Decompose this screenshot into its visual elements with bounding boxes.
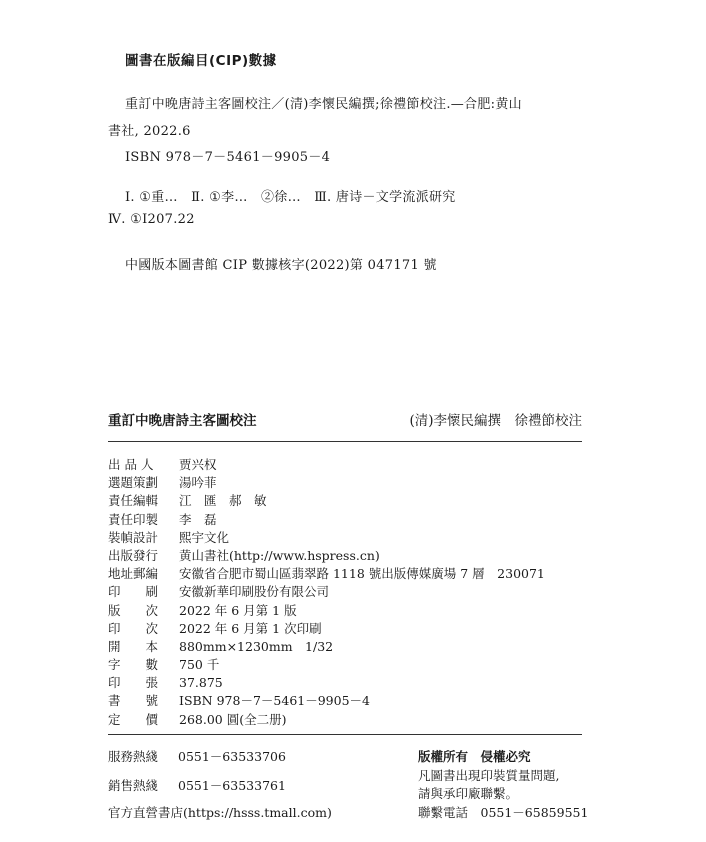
spec-label: 字 數	[108, 657, 159, 673]
cip-isbn: ISBN 978－7－5461－9905－4	[125, 150, 331, 165]
spec-label: 出版發行	[108, 547, 159, 563]
spec-label: 選題策劃	[108, 475, 159, 491]
spec-label: 裝幀設計	[108, 529, 159, 545]
spec-value: 湯吟菲	[179, 475, 217, 491]
book-title: 重訂中晚唐詩主客圖校注	[108, 413, 257, 429]
spec-value: 268.00 圓(全二册)	[179, 711, 287, 727]
spec-row	[108, 565, 545, 583]
spec-row	[108, 692, 545, 710]
spec-row	[108, 602, 545, 620]
spec-row	[108, 674, 545, 692]
spec-value: 李 磊	[179, 511, 217, 527]
specs-list	[108, 456, 545, 729]
spec-label: 開 本	[108, 638, 159, 654]
contact-phone: 聯繫電話 0551－65859551	[418, 805, 589, 820]
spec-value: 2022 年 6 月第 1 版	[179, 602, 297, 618]
sales-hotline	[108, 776, 286, 794]
spec-label: 印 次	[108, 620, 159, 636]
spec-row	[108, 711, 545, 729]
spec-row	[108, 456, 545, 474]
spec-value: 880mm×1230mm 1/32	[179, 638, 334, 654]
spec-label: 印 刷	[108, 584, 159, 600]
spec-value: 江 匯 郝 敏	[179, 493, 267, 509]
spec-value: 贾兴权	[179, 457, 217, 472]
service-hotline	[108, 747, 286, 765]
rights-title: 版權所有 侵權必究	[418, 749, 531, 764]
spec-row	[108, 656, 545, 674]
spec-value: 安徽省合肥市蜀山區翡翠路 1118 號出版傳媒廣場 7 層 230071	[179, 566, 545, 582]
spec-value: 2022 年 6 月第 1 次印刷	[179, 620, 322, 636]
sales-hotline-phone: 0551－63533761	[178, 778, 286, 793]
spec-label: 印 張	[108, 675, 159, 691]
service-hotline-phone: 0551－63533706	[178, 749, 286, 764]
quality-notice: 請與承印廠聯繫。	[418, 786, 519, 801]
spec-label: 出 品 人	[108, 457, 154, 472]
spec-label: 定 價	[108, 711, 159, 727]
spec-label: 版 次	[108, 602, 159, 618]
spec-label: 責任印製	[108, 511, 159, 527]
cip-line: 重訂中晚唐詩主客圖校注／(清)李懷民編撰;徐禮節校注.—合肥:黄山	[125, 97, 522, 112]
official-store: 官方直營書店(https://hsss.tmall.com)	[108, 805, 332, 820]
spec-row	[108, 492, 545, 510]
spec-row	[108, 474, 545, 492]
spec-value: 安徽新華印刷股份有限公司	[179, 584, 330, 600]
spec-row	[108, 511, 545, 529]
cip-heading: 圖書在版編目(CIP)數據	[125, 53, 277, 69]
service-hotline-label: 服務熱綫	[108, 749, 159, 764]
cip-line: 書社, 2022.6	[108, 124, 191, 139]
spec-row	[108, 620, 545, 638]
cip-classification-number: Ⅳ. ①I207.22	[108, 212, 195, 227]
spec-label: 責任編輯	[108, 493, 159, 509]
cip-data-number: 中國版本圖書館 CIP 數據核字(2022)第 047171 號	[125, 258, 437, 273]
divider	[108, 441, 582, 442]
quality-notice: 凡圖書出現印裝質量問題,	[418, 768, 560, 783]
divider	[108, 734, 582, 735]
spec-row	[108, 529, 545, 547]
spec-label: 書 號	[108, 693, 159, 709]
spec-value: ISBN 978－7－5461－9905－4	[179, 693, 370, 709]
spec-row	[108, 583, 545, 601]
spec-value: 熙宇文化	[179, 529, 230, 545]
spec-row	[108, 547, 545, 565]
cip-classification: Ⅰ. ①重… Ⅱ. ①李… ②徐… Ⅲ. 唐诗－文学流派研究	[125, 190, 456, 205]
spec-label: 地址郵編	[108, 566, 159, 582]
sales-hotline-label: 銷售熱綫	[108, 778, 159, 793]
spec-value: 750 千	[179, 657, 220, 673]
spec-row	[108, 638, 545, 656]
spec-value: 黄山書社(http://www.hspress.cn)	[179, 547, 380, 563]
book-authors: (清)李懷民編撰 徐禮節校注	[409, 413, 582, 429]
spec-value: 37.875	[179, 675, 223, 691]
